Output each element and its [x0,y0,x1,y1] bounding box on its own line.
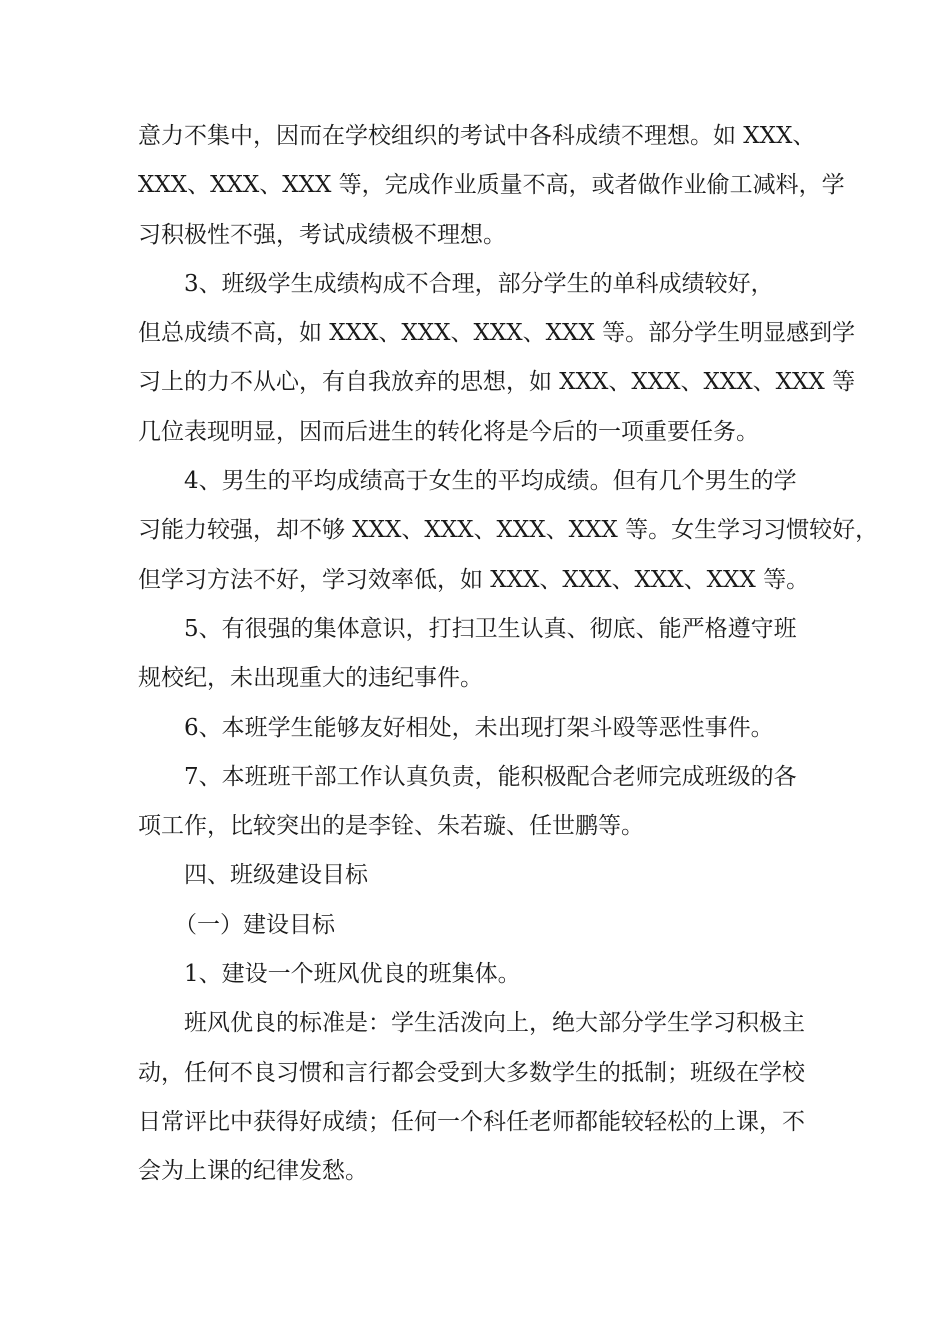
text-line: XXX、XXX、XXX 等，完成作业质量不高，或者做作业偷工减料，学 [138,172,845,199]
text-line: 但总成绩不高，如 XXX、XXX、XXX、XXX 等。部分学生明显感到学 [138,320,856,347]
section-heading: 四、班级建设目标 [184,862,368,889]
text-line: 习积极性不强，考试成绩极不理想。 [138,221,506,248]
text-line: 日常评比中获得好成绩；任何一个科任老师都能较轻松的上课，不 [138,1108,805,1135]
paragraph-5-start: 5、有很强的集体意识，打扫卫生认真、彻底、能严格遵守班 [184,615,797,642]
paragraph-7-start: 7、本班班干部工作认真负责，能积极配合老师完成班级的各 [184,763,797,790]
text-line: 习能力较强，却不够 XXX、XXX、XXX、XXX 等。女生学习习惯较好， [138,517,879,544]
paragraph-6: 6、本班学生能够友好相处，未出现打架斗殴等恶性事件。 [184,714,774,741]
text-line: 会为上课的纪律发愁。 [138,1158,368,1185]
text-line: 习上的力不从心，有自我放弃的思想，如 XXX、XXX、XXX、XXX 等 [138,369,856,396]
subsection-heading: （一）建设目标 [174,911,335,938]
text-line: 意力不集中，因而在学校组织的考试中各科成绩不理想。如 XXX、 [138,123,816,149]
document-body [138,112,879,1197]
text-line: 几位表现明显，因而后进生的转化将是今后的一项重要任务。 [138,418,759,445]
text-line: 动，任何不良习惯和言行都会受到大多数学生的抵制；班级在学校 [138,1059,805,1086]
text-line: 规校纪，未出现重大的违纪事件。 [138,665,483,692]
text-line: 项工作，比较突出的是李铨、朱若璇、任世鹏等。 [138,813,644,840]
standard-paragraph-start: 班风优良的标准是：学生活泼向上，绝大部分学生学习积极主 [184,1010,805,1037]
paragraph-4-start: 4、男生的平均成绩高于女生的平均成绩。但有几个男生的学 [184,468,797,495]
goal-item-1: 1、建设一个班风优良的班集体。 [184,961,521,988]
paragraph-3-start: 3、班级学生成绩构成不合理，部分学生的单科成绩较好， [184,270,774,297]
text-line: 但学习方法不好，学习效率低，如 XXX、XXX、XXX、XXX 等。 [138,566,810,593]
